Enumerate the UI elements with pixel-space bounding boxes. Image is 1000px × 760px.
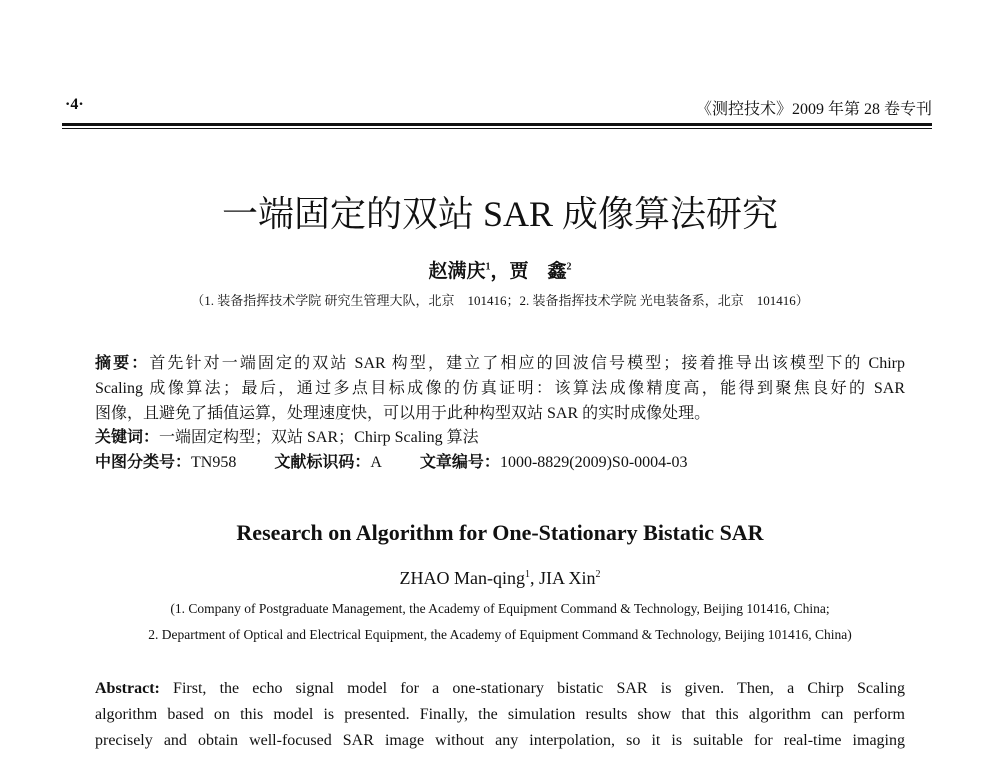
- article-no-label: 文章编号：: [419, 454, 500, 471]
- keywords: 一端固定构型；双站 SAR；Chirp Scaling 算法: [159, 429, 479, 446]
- page-number: ·4·: [65, 96, 84, 113]
- en-authors: [0, 568, 1000, 589]
- cn-title: 一端固定的双站 SAR 成像算法研究: [221, 194, 779, 234]
- abstract-text: First, the echo signal model for a one-stationary bistatic SAR is given. Then, a Chirp Scaling: [159, 680, 905, 697]
- article-no: 1000-8829(2009)S0-0004-03: [499, 454, 688, 471]
- cn-classification: [95, 449, 905, 472]
- separator: ，: [490, 261, 510, 282]
- en-affiliation-2: 2. Department of Optical and Electrical Equipment, the Academy of Equipment Command & Technology, Beijing 101416, China): [148, 627, 852, 642]
- author: 赵满庆: [428, 261, 486, 282]
- abstract-label: Abstract:: [95, 680, 160, 697]
- author: ZHAO Man-qing: [399, 568, 525, 588]
- cn-abstract-line: 图像，且避免了插值运算，处理速度快，可以用于此种构型双站 SAR 的实时成像处理。: [95, 405, 711, 422]
- clc-label: 中图分类号：: [95, 454, 192, 471]
- clc: TN958: [191, 454, 237, 471]
- en-affiliation-1: (1. Company of Postgraduate Management, the Academy of Equipment Command & Technology, Beijing 101416, China;: [170, 601, 830, 616]
- doc-code-label: 文献标识码：: [274, 454, 371, 471]
- abstract-label: 摘要：: [95, 355, 150, 372]
- cn-abstract-line: Scaling 成像算法；最后，通过多点目标成像的仿真证明：该算法成像精度高，能得到聚焦良好的 SAR: [95, 380, 905, 397]
- doc-code: A: [370, 454, 382, 471]
- keywords-label: 关键词：: [95, 429, 160, 446]
- header-rule: [62, 123, 932, 126]
- affil-mark: 1: [524, 569, 530, 580]
- abstract-text: 首先针对一端固定的双站 SAR 构型，建立了相应的回波信号模型；接着推导出该模型下的 Chirp: [149, 355, 905, 372]
- cn-keywords: [95, 424, 905, 447]
- en-abstract-line: algorithm based on this model is presented. Finally, the simulation results show that this algorithm can perform: [95, 706, 905, 723]
- en-abstract-line: [95, 680, 905, 698]
- header-rule-thin: [62, 128, 932, 129]
- author: 贾 鑫: [509, 261, 567, 282]
- cn-abstract-line: [95, 350, 905, 373]
- cn-authors: [0, 256, 1000, 283]
- en-abstract-line: precisely and obtain well-focused SAR image without any interpolation, so it is suitable for real-time imaging: [95, 732, 905, 749]
- affil-mark: 2: [566, 261, 572, 273]
- journal-header: 《测控技术》2009 年第 28 卷专刊: [695, 101, 932, 118]
- en-title: Research on Algorithm for One-Stationary Bistatic SAR: [236, 520, 764, 545]
- affil-mark: 2: [595, 569, 601, 580]
- cn-affiliation: （1. 装备指挥技术学院 研究生管理大队，北京 101416；2. 装备指挥技术学院 光电装备系，北京 101416）: [191, 293, 809, 308]
- affil-mark: 1: [485, 261, 491, 273]
- separator: ,: [529, 568, 539, 588]
- author: JIA Xin: [538, 568, 596, 588]
